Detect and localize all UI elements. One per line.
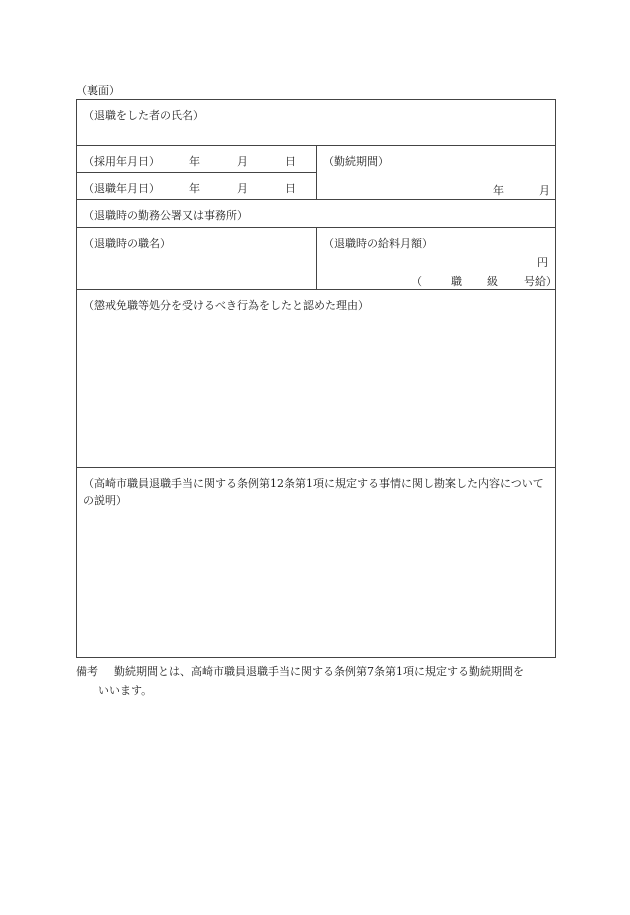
- remarks-text-line2: いいます。: [98, 684, 153, 697]
- hire-month-unit: 月: [237, 155, 248, 168]
- explanation-label: （高崎市職員退職手当に関する条例第12条第1項に規定する事情に関し勘案した内容についての説明）: [83, 477, 544, 507]
- retire-day-unit: 日: [285, 182, 296, 195]
- service-period-label: （勤続期間）: [323, 155, 389, 168]
- position-salary-row: [77, 228, 555, 290]
- dates-row: [77, 146, 555, 200]
- salary-cell: [317, 228, 555, 289]
- service-month-unit: 月: [539, 184, 550, 197]
- grade-class-label: 職: [451, 275, 462, 288]
- grade-step-label: 号給）: [524, 275, 557, 288]
- remarks-text-line1: 勤続期間とは、高崎市職員退職手当に関する条例第7条第1項に規定する勤続期間を: [114, 665, 524, 678]
- page-heading: （裏面）: [76, 84, 120, 97]
- retire-date-row: [77, 173, 316, 200]
- service-period-cell: [317, 146, 555, 199]
- salary-label: （退職時の給料月額）: [323, 237, 433, 250]
- hire-date-label: （採用年月日）: [83, 155, 160, 168]
- remarks-label: 備考: [76, 665, 98, 678]
- grade-open-paren: （: [411, 275, 422, 288]
- position-cell: [77, 228, 317, 289]
- workplace-label: （退職時の勤務公署又は事務所）: [83, 209, 248, 222]
- retire-month-unit: 月: [237, 182, 248, 195]
- hire-date-row: [77, 146, 316, 173]
- explanation-row: [77, 468, 555, 658]
- retire-year-unit: 年: [189, 182, 200, 195]
- dates-cell: [77, 146, 317, 199]
- workplace-row: [77, 200, 555, 228]
- position-label: （退職時の職名）: [83, 237, 171, 250]
- name-label: （退職をした者の氏名）: [83, 109, 204, 122]
- reason-label: （懲戒免職等処分を受けるべき行為をしたと認めた理由）: [83, 299, 369, 312]
- name-row: [77, 100, 555, 146]
- service-year-unit: 年: [493, 184, 504, 197]
- yen-unit: 円: [537, 256, 548, 269]
- reason-row: [77, 290, 555, 468]
- grade-level-label: 級: [487, 275, 498, 288]
- hire-day-unit: 日: [285, 155, 296, 168]
- form-table: [76, 99, 556, 658]
- hire-year-unit: 年: [189, 155, 200, 168]
- retire-date-label: （退職年月日）: [83, 182, 160, 195]
